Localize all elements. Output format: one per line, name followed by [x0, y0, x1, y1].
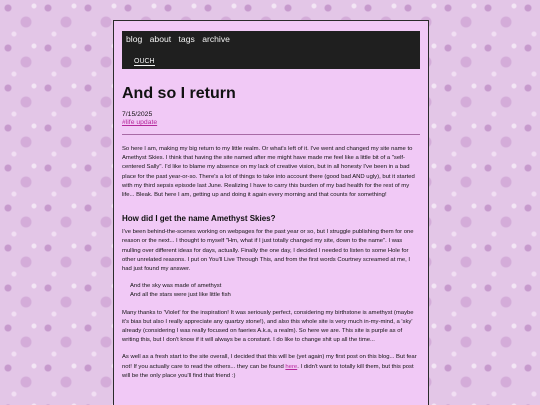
- poem-line-2: And all the stars were just like little fish: [130, 292, 231, 299]
- paragraph-4: [122, 353, 420, 381]
- paragraph-4-text-b: . I didn't want to totally kill them, but this post will be the only place you'll find that friend :): [122, 363, 414, 379]
- paragraph-2: I've been behind-the-scenes working on webpages for the past year or so, but I struggle publishing them for one reason or the next... I thought to myself "Hm, what if I just totally changed my site, down to the name". I was mulling over different ideas for days, actually. Finally the one day, I decided I needed to listen to some Hole for other unrelated reasons. I put on You'll Live Through This, and from the first words Courtney screamed at me, I had just found my answer.: [122, 229, 414, 273]
- nav-link-about[interactable]: about: [149, 34, 172, 44]
- archive-here-link[interactable]: here: [285, 363, 298, 370]
- paragraph-3: Many thanks to 'Violet' for the inspiration! It was seriously perfect, considering my birthstone is amethyst (maybe it's bias but also I really appreciate any quartzy stone!), and also this whole site is very much in-my-mind, a 'sky' already (considering I was really focused on faeries A.k.a, a realm). So here we are. This site is purple as of writing this, but I don't know if it will always be a constant. I do like to change shit up all the time...: [122, 309, 414, 344]
- divider: [122, 134, 420, 135]
- post-date: 7/15/2025: [122, 111, 153, 118]
- poem-line-1: And the sky was made of amethyst: [130, 283, 222, 290]
- nav-links: [126, 34, 235, 44]
- poem-quote: [130, 282, 420, 300]
- nav-sub: [134, 58, 155, 65]
- nav-link-blog[interactable]: blog: [126, 34, 143, 44]
- section-heading: How did I get the name Amethyst Skies?: [122, 214, 276, 224]
- page-container: [113, 20, 429, 405]
- post-title: And so I return: [122, 85, 236, 102]
- sub-link-ouch[interactable]: OUCH: [134, 58, 155, 65]
- post-tag-link[interactable]: #life update: [122, 119, 158, 126]
- paragraph-4-text-a: As well as a fresh start to the site overall, I decided that this will be (yet again) my first post on this blog... But fear not! If you actually care to read the others... they can be found: [122, 354, 417, 370]
- paragraph-1: So here I am, making my big return to my little realm. Or what's left of it. I've went and changed my site name to Amethyst Skies. I think that having the site named after me might have made me feel like a little bit of a "self-centered Sally". I'd like to blame my absence on my lack of creative vision, but in all honesty I've been in a bad place for the past year-or-so. There's a lot of things to take into account there (good bad AND ugly), but it started with my third sepsis episode last June. Realizing I have to carry this burden of my bad health for the rest of my life... Bleak. But here I am, getting up and doing it again every morning and that counts for something!: [122, 146, 415, 199]
- nav-link-archive[interactable]: archive: [202, 34, 230, 44]
- post-content: [114, 85, 428, 381]
- top-nav: [122, 31, 420, 69]
- nav-link-tags[interactable]: tags: [178, 34, 195, 44]
